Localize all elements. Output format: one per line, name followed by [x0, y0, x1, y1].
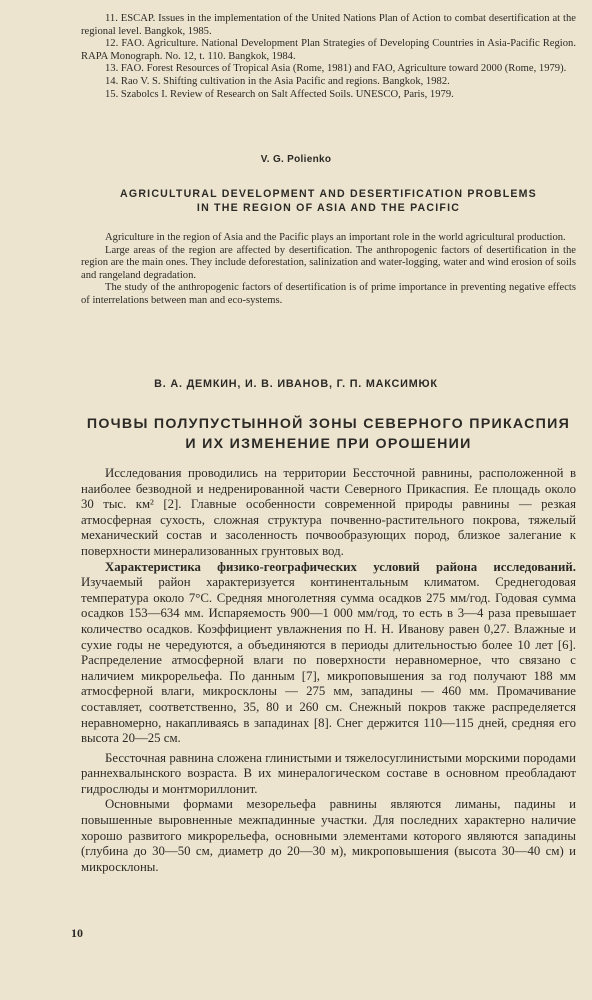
english-title-line: IN THE REGION OF ASIA AND THE PACIFIC — [196, 202, 461, 214]
reference-item: 15. Szabolcs I. Review of Research on Salt Affected Soils. UNESCO, Paris, 1979. — [105, 88, 454, 100]
english-title-line: AGRICULTURAL DEVELOPMENT AND DESERTIFICATION PROBLEMS — [120, 188, 537, 200]
russian-article-authors: В. А. ДЕМКИН, И. В. ИВАНОВ, Г. П. МАКСИМЮК — [154, 378, 438, 390]
english-article-title — [81, 187, 576, 215]
page-number: 10 — [71, 926, 83, 940]
body-paragraph: Основными формами мезорельефа равнины являются лиманы, падины и повышенные выровненные межпадинные участки. Для последних характерно наличие хорошо развитого микрорельефа, основными элементами которого являются западины (глубина до 30—50 см, диаметр до 20—30 м), микроповышения (высота 30—40 см) и микросклоны. — [81, 797, 576, 874]
reference-list — [81, 13, 576, 101]
russian-article-body — [81, 466, 576, 875]
russian-title-line: ПОЧВЫ ПОЛУПУСТЫННОЙ ЗОНЫ СЕВЕРНОГО ПРИКАСПИЯ — [86, 416, 571, 432]
reference-item: 14. Rao V. S. Shifting cultivation in the Asia Pacific and regions. Bangkok, 1982. — [105, 75, 450, 87]
russian-title-line: И ИХ ИЗМЕНЕНИЕ ПРИ ОРОШЕНИИ — [185, 436, 472, 452]
reference-item: 12. FAO. Agriculture. National Development Plan Strategies of Developing Countries in Asia-Pacific Region. RAPA Monograph. No. 12, t. 110. Bangkok, 1984. — [81, 38, 576, 62]
section-text: Изучаемый район характеризуется континентальным климатом. Среднегодовая температура около 7°С. Средняя многолетняя сумма осадков 275 мм/год. Годовая сумма осадков 153—634 мм. Испаряемость 900—1 000 мм/год, то есть в 3—4 раза превышает количество осадков. Коэффициент увлажнения по Н. Н. Иванову равен 0,27. Влажные и сухие годы не чередуются, а объединяются в периоды длительностью более 10 лет [6]. Распределение атмосферной влаги по поверхности неравномерное, что связано с наличием микрорельефа. По данным [7], микроповышения за год получают 188 мм атмосферной влаги, микросклоны — 275 мм, западины — 460 мм. Промачивание составляет, соответственно, 35, 80 и 260 см. Снежный покров также распределяется неравномерно, накапливаясь в западинах [8]. Снег держится 110—115 дней, средняя его высота 20—25 см. — [81, 575, 576, 746]
english-article-author: V. G. Polienko — [260, 154, 332, 165]
reference-item: 11. ESCAP. Issues in the implementation of the United Nations Plan of Action to combat desertification at the regional level. Bangkok, 1985. — [81, 13, 576, 37]
body-paragraph — [81, 560, 576, 747]
abstract-paragraph: The study of the anthropogenic factors of desertification is of prime importance in preventing negative effects of interrelations between man and eco-systems. — [81, 282, 576, 306]
body-paragraph: Исследования проводились на территории Бессточной равнины, расположенной в наиболее безводной и недренированной части Северного Прикаспия. Ее площадь около 30 тыс. км² [2]. Главные особенности современной природы равнины — резкая атмосферная сухость, сложная структура почвенно-растительного покрова, тяжелый механический состав и засоленность почвообразующих пород, близкое залегание к поверхности минерализованных грунтовых вод. — [81, 466, 576, 558]
abstract-paragraph: Agriculture in the region of Asia and the Pacific plays an important role in the world agricultural production. — [105, 232, 566, 243]
section-heading: Характеристика физико-географических условий района исследований. — [105, 559, 576, 574]
abstract-paragraph: Large areas of the region are affected by desertification. The anthropogenic factors of desertification in the region are the main ones. They include deforestation, salinization and water-logging, water and wind erosion of soils and rangeland degradation. — [81, 244, 576, 281]
english-abstract — [81, 232, 576, 308]
body-paragraph: Бессточная равнина сложена глинистыми и тяжелосуглинистыми морскими породами раннехвалынского возраста. В их минералогическом составе в основном преобладают гидрослюды и монтмориллонит. — [81, 750, 576, 796]
reference-item: 13. FAO. Forest Resources of Tropical Asia (Rome, 1981) and FAO, Agriculture toward 2000 (Rome, 1979). — [105, 63, 567, 75]
russian-article-title — [81, 414, 576, 454]
